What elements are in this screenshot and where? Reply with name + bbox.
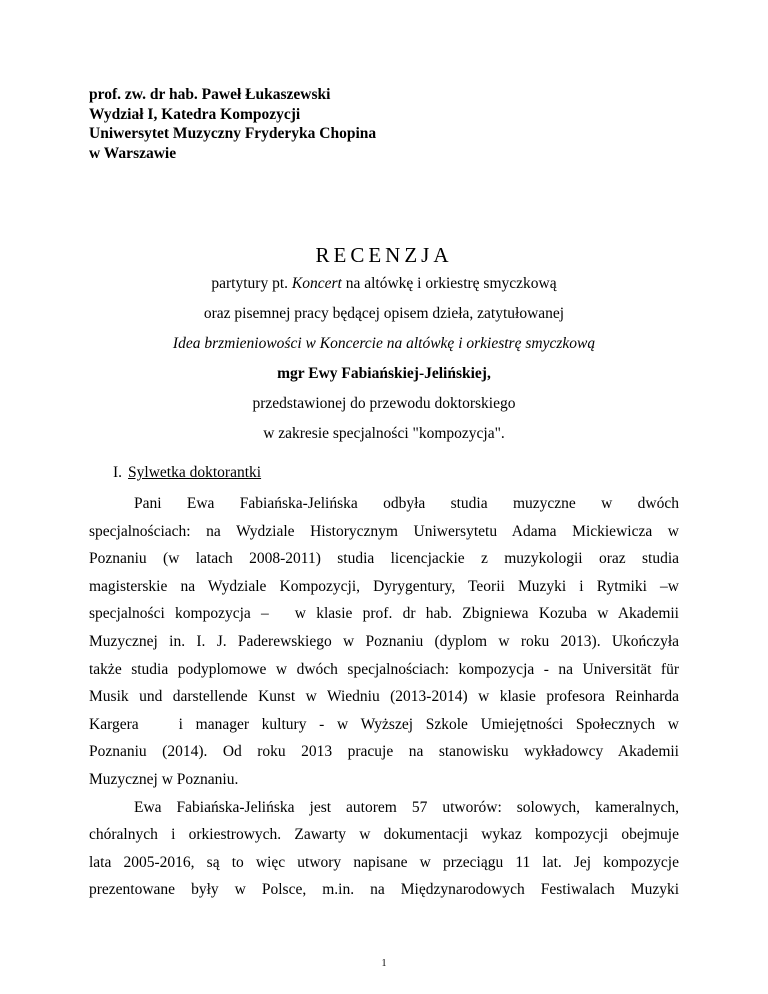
subtitle-line-5: przedstawionej do przewodu doktorskiego xyxy=(252,395,516,412)
page-number: 1 xyxy=(381,958,387,969)
subtitle-line-6: w zakresie specjalności "kompozycja". xyxy=(263,425,505,442)
subtitle-thesis-title: Idea brzmieniowości w Koncercie na altówkę i orkiestrę smyczkową xyxy=(172,335,596,352)
paragraph-line: Poznaniu (2014). Od roku 2013 pracuje na stanowisku wykładowcy Akademii xyxy=(89,743,679,761)
paragraph-line: magisterskie na Wydziale Kompozycji, Dyrygentury, Teorii Muzyki i Rytmiki –w xyxy=(89,577,679,595)
author-block xyxy=(89,85,376,163)
author-city: w Warszawie xyxy=(89,144,177,162)
paragraph-fragment: specjalności kompozycja – xyxy=(89,605,269,623)
paragraph-line: Poznaniu (w latach 2008-2011) studia licencjackie z muzykologii oraz studia xyxy=(89,550,679,568)
author-university: Uniwersytet Muzyczny Fryderyka Chopina xyxy=(89,125,377,142)
paragraph-line: Muzycznej w Poznaniu. xyxy=(89,771,239,788)
paragraph-line xyxy=(89,604,679,624)
paragraph-line: także studia podyplomowe w dwóch specjalnościach: kompozycja - na Universität für xyxy=(89,660,679,678)
paragraph-line xyxy=(89,715,679,735)
section-number: I. xyxy=(113,464,123,481)
subtitle-line-2: oraz pisemnej pracy będącej opisem dzieła, zatytułowanej xyxy=(203,305,565,322)
paragraph-fragment: w klasie prof. dr hab. Zbigniewa Kozuba w Akademii xyxy=(294,605,679,623)
subtitle-candidate-name: mgr Ewy Fabiańskiej-Jelińskiej, xyxy=(277,365,491,382)
document-title: RECENZJA xyxy=(315,243,453,267)
author-name: prof. zw. dr hab. Paweł Łukaszewski xyxy=(89,86,331,103)
paragraph-line: Musik und darstellende Kunst w Wiedniu (2013-2014) w klasie profesora Reinharda xyxy=(89,688,679,706)
subtitle-line-1-post: na altówkę i orkiestrę smyczkową xyxy=(341,275,557,292)
subtitle-line-1 xyxy=(0,274,768,294)
paragraph-line: specjalnościach: na Wydziale Historycznym Uniwersytetu Adama Mickiewicza w xyxy=(89,522,679,540)
paragraph-line: chóralnych i orkiestrowych. Zawarty w dokumentacji wykaz kompozycji obejmuje xyxy=(89,826,679,844)
subtitle-line-1-pre: partytury pt. xyxy=(211,275,292,292)
paragraph-line: Muzycznej in. I. J. Paderewskiego w Poznaniu (dyplom w roku 2013). Ukończyła xyxy=(89,633,679,650)
subtitle-work-title: Koncert xyxy=(291,275,342,292)
paragraph-line: Ewa Fabiańska-Jelińska jest autorem 57 utworów: solowych, kameralnych, xyxy=(134,798,679,816)
section-heading xyxy=(113,464,261,482)
paragraph-line: prezentowane były w Polsce, m.in. na Międzynarodowych Festiwalach Muzyki xyxy=(89,881,679,899)
paragraph-line: lata 2005-2016, są to więc utwory napisane w przeciągu 11 lat. Jej kompozycje xyxy=(89,853,679,871)
paragraph-line: Pani Ewa Fabiańska-Jelińska odbyła studia muzyczne w dwóch xyxy=(134,495,679,512)
paragraph-fragment: i manager kultury - w Wyższej Szkole Umiejętności Społecznych w xyxy=(178,715,679,733)
author-department: Wydział I, Katedra Kompozycji xyxy=(89,105,301,123)
section-label: Sylwetka doktorantki xyxy=(128,464,262,481)
paragraph-fragment: Kargera xyxy=(89,715,139,733)
